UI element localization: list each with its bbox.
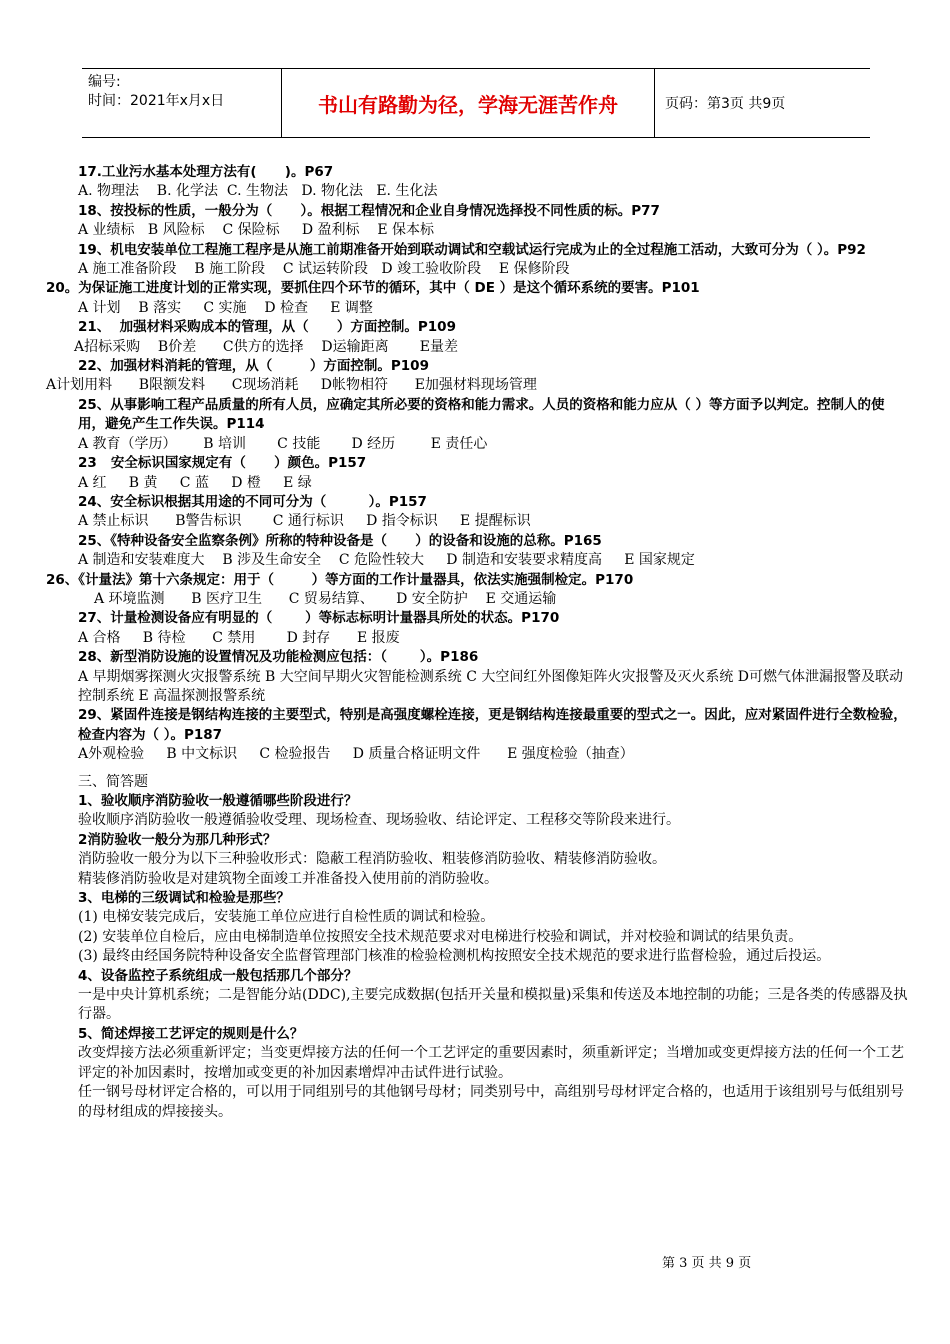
question-line: 2消防验收一般分为那几种形式？ [78, 831, 277, 848]
text-line: 精装修消防验收是对建筑物全面竣工并准备投入使用前的消防验收。 [78, 870, 498, 887]
question-line: 3、电梯的三级调试和检验是那些？ [78, 890, 290, 907]
header-page-number: 页码：第3页 共9页 [665, 96, 786, 112]
text-line: A 环境监测 B 医疗卫生 C 贸易结算、 D 安全防护 E 交通运输 [94, 590, 557, 607]
page-header [82, 68, 870, 138]
text-line: A 施工准备阶段 B 施工阶段 C 试运转阶段 D 竣工验收阶段 E 保修阶段 [78, 261, 570, 278]
question-line: 24、安全标识根据其用途的不同可分为（ ）。P157 [78, 493, 427, 510]
header-slogan: 书山有路勤为径，学海无涯苦作舟 [282, 69, 655, 137]
text-line: (1) 电梯安装完成后，安装施工单位应进行自检性质的调试和检验。 [78, 909, 495, 926]
text-line: 消防验收一般分为以下三种验收形式：隐蔽工程消防验收、粗装修消防验收、精装修消防验收。 [78, 851, 666, 868]
text-line: A计划用料 B限额发料 C现场消耗 D帐物相符 E加强材料现场管理 [46, 377, 537, 394]
text-line: (2) 安装单位自检后，应由电梯制造单位按照安全技术规范要求对电梯进行校验和调试，并对校验和调试的结果负责。 [78, 928, 803, 945]
question-line: 21、 加强材料采购成本的管理，从（ ）方面控制。P109 [78, 319, 456, 336]
text-line: 改变焊接方法必须重新评定；当变更焊接方法的任何一个工艺评定的重要因素时，须重新评定；当增加或变更焊接方法的任何一个工艺评定的补加因素时，按增加或变更的补加因素增焊冲击试件进行试验。 [78, 1045, 904, 1081]
text-line: 任一钢号母材评定合格的，可以用于同组别号的其他钢号母材；同类别号中，高组别号母材评定合格的，也适用于该组别号与低组别号的母材组成的焊接接头。 [78, 1084, 904, 1120]
question-line: 4、设备监控子系统组成一般包括那几个部分？ [78, 967, 358, 984]
header-meta [82, 69, 282, 137]
question-line: 5、简述焊接工艺评定的规则是什么？ [78, 1025, 304, 1042]
text-line: A 制造和安装难度大 B 涉及生命安全 C 危险性较大 D 制造和安装要求精度高 E 国家规定 [78, 552, 695, 569]
page-footer: 第 3 页 共 9 页 [662, 1256, 752, 1271]
text-line: (3) 最终由经国务院特种设备安全监督管理部门核准的检验检测机构按照安全技术规范的要求进行监督检验，通过后投运。 [78, 948, 831, 965]
question-line: 26、《计量法》第十六条规定：用于（ ）等方面的工作计量器具，依法实施强制检定。P170 [46, 571, 634, 588]
question-line: 27、计量检测设备应有明显的（ ）等标志标明计量器具所处的状态。P170 [78, 610, 560, 627]
text-line: A 教育（学历） B 培训 C 技能 D 经历 E 责任心 [78, 435, 488, 452]
question-line: 18、按投标的性质，一般分为（ ）。根据工程情况和企业自身情况选择投不同性质的标。P77 [78, 202, 660, 219]
question-line: 28、新型消防设施的设置情况及功能检测应包括：（ ）。P186 [78, 649, 479, 666]
question-line: 25、《特种设备安全监察条例》所称的特种设备是（ ）的设备和设施的总称。P165 [78, 532, 602, 549]
question-line: 20。为保证施工进度计划的正常实现，要抓住四个环节的循环，其中（ DE ）是这个循环系统的要害。P101 [46, 280, 700, 297]
text-line: A. 物理法 B. 化学法 C. 生物法 D. 物化法 E. 生化法 [78, 183, 438, 200]
text-line: A招标采购 B价差 C供方的选择 D运输距离 E量差 [74, 338, 459, 355]
question-line: 25、从事影响工程产品质量的所有人员，应确定其所必要的资格和能力需求。人员的资格和能力应从（ ）等方面予以判定。控制人的使用，避免产生工作失误。P114 [78, 396, 885, 433]
question-line: 1、验收顺序消防验收一般遵循哪些阶段进行？ [78, 793, 358, 809]
question-line: 17.工业污水基本处理方法有( )。P67 [78, 164, 334, 180]
text-line: A 计划 B 落实 C 实施 D 检查 E 调整 [78, 299, 373, 316]
question-line: 22、加强材料消耗的管理，从（ ）方面控制。P109 [78, 358, 429, 375]
text-line: A 合格 B 待检 C 禁用 D 封存 E 报废 [78, 629, 400, 646]
question-line: 19、机电安装单位工程施工程序是从施工前期准备开始到联动调试和空载试运行完成为止的全过程施工活动，大致可分为（ ）。P92 [78, 241, 866, 258]
document-time: 时间：2021年x月x日 [88, 93, 225, 109]
text-line: A 业绩标 B 风险标 C 保险标 D 盈利标 E 保本标 [78, 222, 435, 239]
question-line: 29、紧固件连接是钢结构连接的主要型式，特别是高强度螺栓连接，更是钢结构连接最重要的型式之一。因此，应对紧固件进行全数检验，检查内容为（ ）。P187 [78, 707, 907, 743]
document-body [46, 163, 908, 1122]
text-line: A 禁止标识 B警告标识 C 通行标识 D 指令标识 E 提醒标识 [78, 513, 531, 530]
text-line: 三、简答题 [78, 773, 148, 790]
text-line: A 早期烟雾探测火灾报警系统 B 大空间早期火灾智能检测系统 C 大空间红外图像矩阵火灾报警及灭火系统 D可燃气体泄漏报警及联动控制系统 E 高温探测报警系统 [78, 668, 904, 704]
document-number: 编号: [88, 74, 121, 90]
text-line: 验收顺序消防验收一般遵循验收受理、现场检查、现场验收、结论评定、工程移交等阶段来进行。 [78, 812, 680, 829]
text-line: A 红 B 黄 C 蓝 D 橙 E 绿 [78, 474, 312, 491]
text-line: 一是中央计算机系统；二是智能分站(DDC),主要完成数据(包括开关量和模拟量)采集和传送及本地控制的功能；三是各类的传感器及执行器。 [78, 987, 908, 1023]
text-line [78, 765, 908, 773]
text-line: A外观检验 B 中文标识 C 检验报告 D 质量合格证明文件 E 强度检验（抽查） [78, 746, 634, 763]
question-line: 23 安全标识国家规定有（ ）颜色。P157 [78, 455, 367, 472]
